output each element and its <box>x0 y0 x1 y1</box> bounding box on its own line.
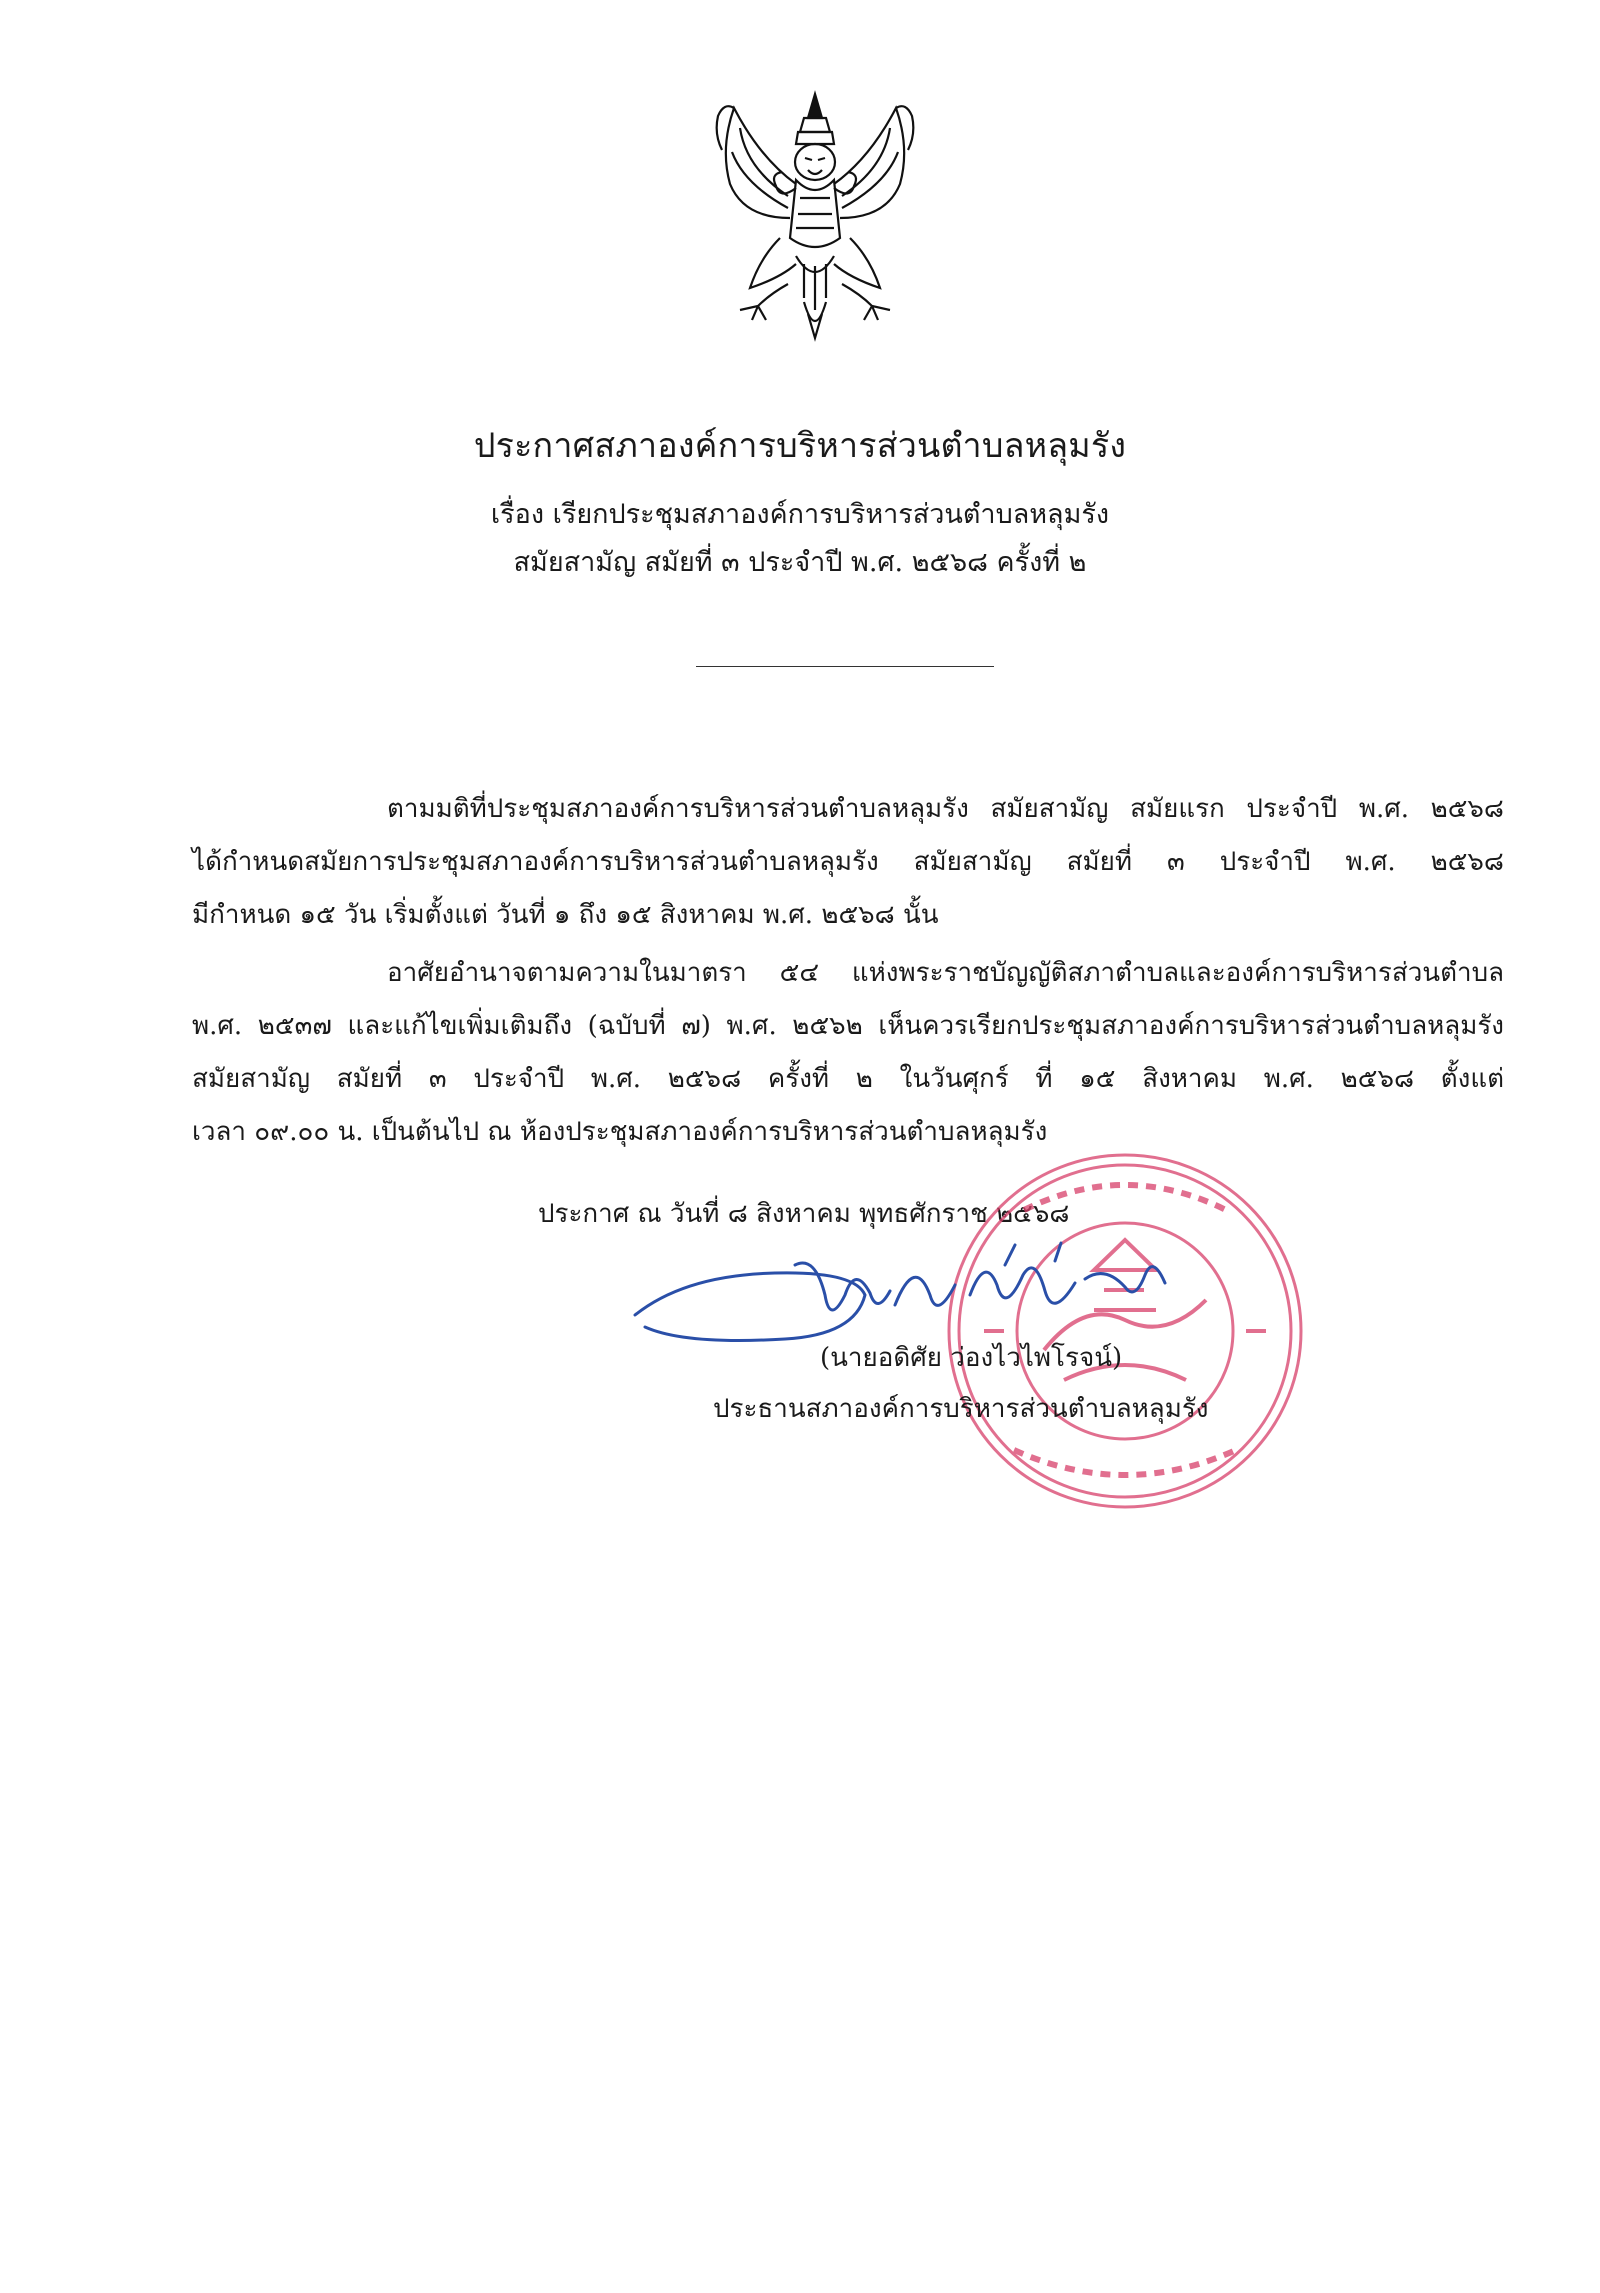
announcement-session: สมัยสามัญ สมัยที่ ๓ ประจำปี พ.ศ. ๒๕๖๘ ครั้งที่ ๒ <box>513 547 1087 578</box>
paragraph-line: เวลา ๐๙.๐๐ น. เป็นต้นไป ณ ห้องประชุมสภาองค์การบริหารส่วนตำบลหลุมรัง <box>192 1117 1048 1147</box>
paragraph-line: สมัยสามัญ สมัยที่ ๓ ประจำปี พ.ศ. ๒๕๖๘ ครั้งที่ ๒ ในวันศุกร์ ที่ ๑๕ สิงหาคม พ.ศ. ๒๕๖๘ ตั้งแต่ <box>192 1064 1504 1094</box>
paragraph-resolution <box>192 783 1504 942</box>
announce-date-line: ประกาศ ณ วันที่ ๘ สิงหาคม พุทธศักราช ๒๕๖๘ <box>538 1199 1070 1229</box>
paragraph-line: มีกำหนด ๑๕ วัน เริ่มตั้งแต่ วันที่ ๑ ถึง ๑๕ สิงหาคม พ.ศ. ๒๕๖๘ นั้น <box>192 900 939 930</box>
paragraph-line: ตามมติที่ประชุมสภาองค์การบริหารส่วนตำบลหลุมรัง สมัยสามัญ สมัยแรก ประจำปี พ.ศ. ๒๕๖๘ <box>387 794 1504 824</box>
paragraph-line: อาศัยอำนาจตามความในมาตรา ๕๔ แห่งพระราชบัญญัติสภาตำบลและองค์การบริหารส่วนตำบล <box>387 958 1504 988</box>
announcement-subject: เรื่อง เรียกประชุมสภาองค์การบริหารส่วนตำบลหลุมรัง <box>490 499 1110 530</box>
paragraph-line: พ.ศ. ๒๕๓๗ และแก้ไขเพิ่มเติมถึง (ฉบับที่ ๗) พ.ศ. ๒๕๖๒ เห็นควรเรียกประชุมสภาองค์การบริหารส่วนตำบลหลุมรัง <box>192 1011 1504 1041</box>
garuda-emblem-icon <box>700 88 930 348</box>
signer-position: ประธานสภาองค์การบริหารส่วนตำบลหลุมรัง <box>713 1394 1209 1424</box>
paragraph-authority <box>192 947 1504 1159</box>
title-divider <box>696 666 994 667</box>
paragraph-line: ได้กำหนดสมัยการประชุมสภาองค์การบริหารส่วนตำบลหลุมรัง สมัยสามัญ สมัยที่ ๓ ประจำปี พ.ศ. ๒๕๖๘ <box>192 847 1504 877</box>
signer-name: (นายอดิศัย ว่องไวไพโรจน์) <box>820 1343 1123 1373</box>
announcement-title: ประกาศสภาองค์การบริหารส่วนตำบลหลุมรัง <box>473 426 1127 466</box>
